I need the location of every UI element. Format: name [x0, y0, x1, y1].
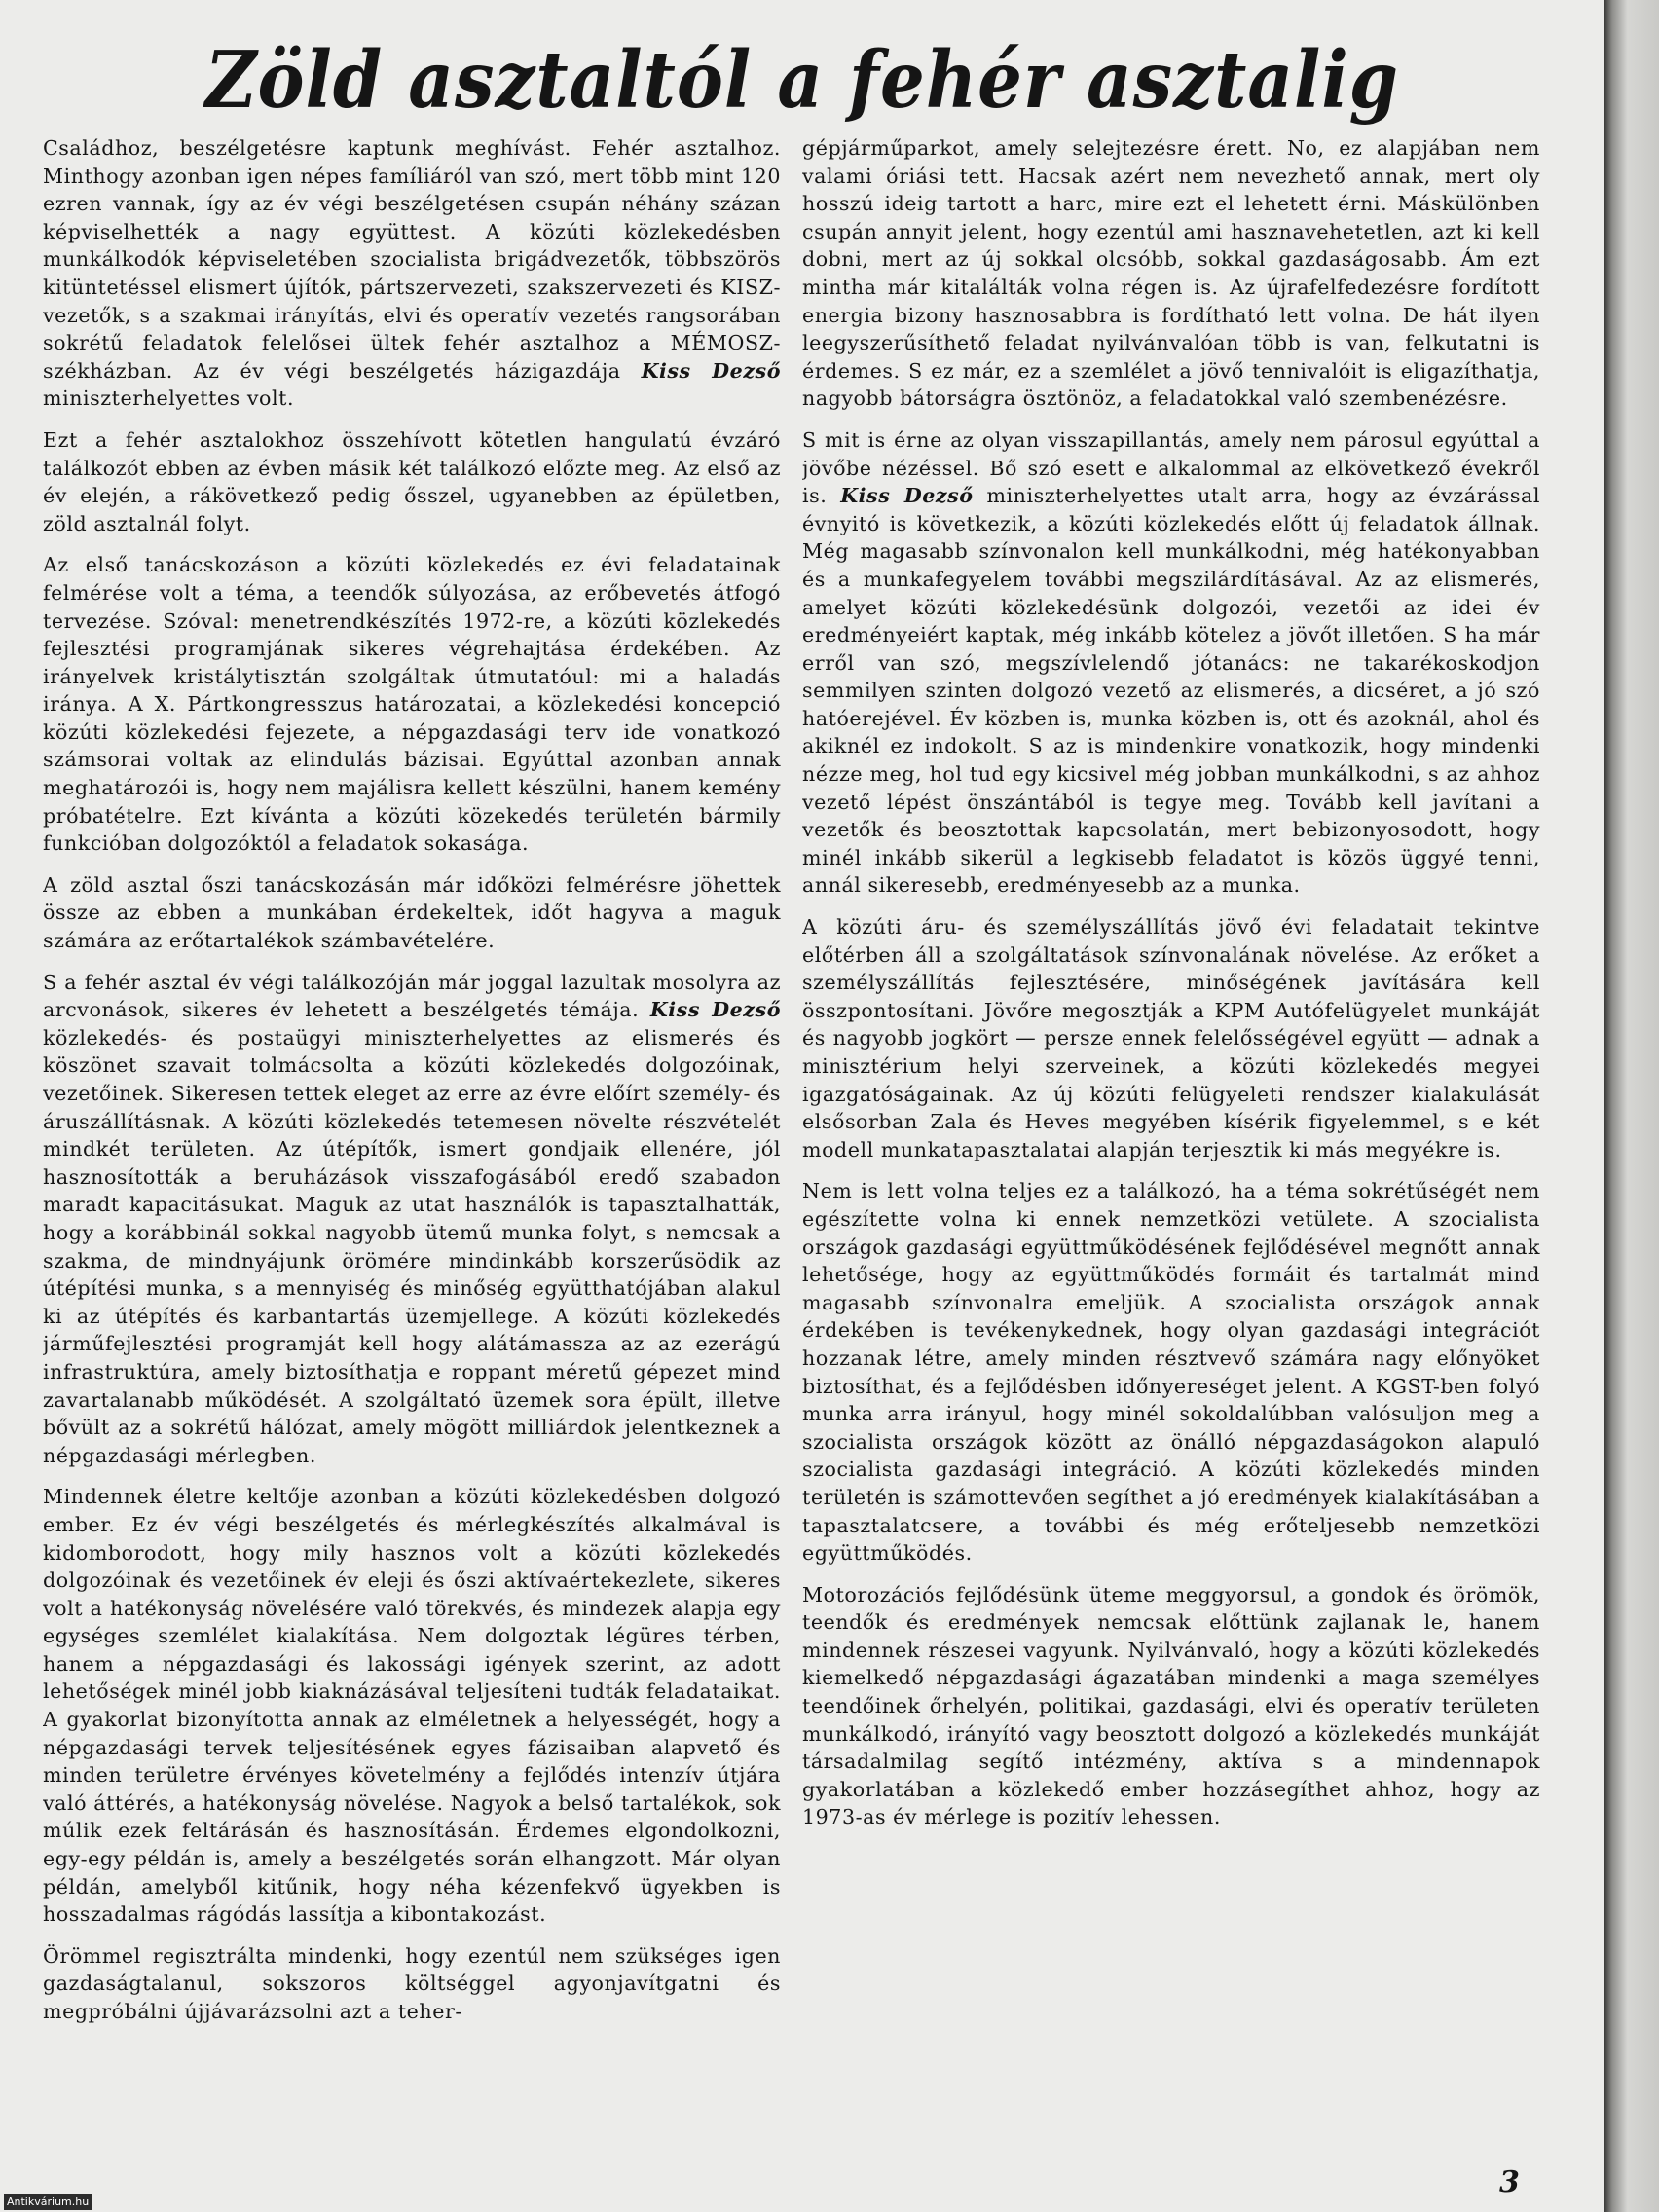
paragraph-text: A zöld asztal őszi tanácskozásán már időközi felmérésre jöhettek össze az ebben a munkában érdekeltek, időt hagyva a maguk számára az erőtartalékok számbavételére. — [43, 872, 781, 953]
article-paragraph — [802, 1177, 1540, 1567]
article-paragraph — [802, 134, 1540, 413]
paragraph-text: Mindennek életre keltője azonban a közúti közlekedésben dolgozó ember. Ez év végi beszélgetés és mérlegkészítés alkalmával is kidomborodott, hogy mily hasznos volt a közúti közlekedés dolgozóinak és vezetőinek év eleji és őszi aktívaértekezlete, sikeres volt a hatékonyság növelésére való törekvés, és mindezek alapja egy egységes szemlélet kialakítása. Nem dolgoztak légüres térben, hanem a népgazdasági és lakossági igények szerint, az adott lehetőségek minél jobb kiaknázásával teljesíteni tudták feladataikat. A gyakorlat bizonyította annak az elméletnek a helyességét, hogy a népgazdasági tervek teljesítésének egyes fázisaiban alapvető és minden területre érvényes követelmény a fejlődés intenzív útjára való áttérés, a hatékonyság növelése. Nagyok a belső tartalékok, sok múlik ezek feltárásán és hasznosításán. Érdemes elgondolkozni, egy-egy példán is, amely a beszélgetés során elhangzott. Már olyan példán, amelyből kitűnik, hogy néha kézenfekvő ügyekben is hosszadalmas rágódás lassítja a kibontakozást. — [43, 1485, 781, 1927]
paragraph-text: gépjárműparkot, amely selejtezésre érett. No, ez alapjában nem valami óriási tett. Hacsak azért nem nevezhető annak, mert oly hosszú ideig tartott a harc, mire ezt el lehetett érni. Máskülönben csupán annyit jelent, hogy ezentúl ami hasznavehetetlen, azt ki kell dobni, mert az új sokkal olcsóbb, sokkal gazdaságosabb. Ám ezt mintha már kitalálták volna régen is. Az újrafelfedezésre fordított energia bizony hasznosabbra is fordítható lett volna. De hát ilyen leegyszerűsíthető feladat nyilvánvalóan több is van, felkutatni is érdemes. S ez már, ez a szemlélet a jövő tennivalóit is eligazíthatja, nagyobb bátorságra ösztönöz, a feladatokkal való szembenézésre. — [802, 136, 1540, 411]
article-paragraph — [43, 551, 781, 858]
article-paragraph — [802, 426, 1540, 900]
article-paragraph — [43, 969, 781, 1470]
article-paragraph — [43, 871, 781, 955]
watermark: Antikvárium.hu — [4, 2194, 92, 2210]
page-binding-edge — [1604, 0, 1659, 2212]
person-name: Kiss Dezső — [649, 998, 781, 1022]
paragraph-text: S mit is érne az olyan visszapillantás, amely nem párosul egyúttal a jövőbe nézéssel. Bő szó esett e alkalommal az elkövetkező évekről is. — [802, 427, 1540, 508]
person-name: Kiss Dezső — [641, 358, 781, 383]
paragraph-text: miniszterhelyettes utalt arra, hogy az évzárással évnyitó is következik, a közúti közlekedés előtt új feladatok állnak. Még magasabb színvonalon kell munkálkodni, még hatékonyabban és a munkafegyelem további megszilárdításával. Az az elismerés, amelyet közúti közlekedésünk dolgozói, vezetői az idei év eredményeiért kaptak, még inkább kötelez a jövőt illetően. S ha már erről van szó, megszívlelendő jótanács: ne takarékoskodjon semmilyen szinten dolgozó vezető az elismerés, a dicséret, a jó szó hatóerejével. Év közben is, munka közben is, ott és azoknál, ahol és akiknél ez indokolt. S az is mindenkire vonatkozik, hogy mindenki nézze meg, hol tud egy kicsivel még jobban munkálkodni, s az ahhoz vezető lépést önszántából is tegye meg. Tovább kell javítani a vezetők és beosztottak kapcsolatán, mert bebizonyosodott, hogy minél inkább sikerül a legkisebb feladatot is közös üggyé tenni, annál sikeresebb, eredményesebb az a munka. — [802, 484, 1540, 898]
paragraph-text: Az első tanácskozáson a közúti közlekedés ez évi feladatainak felmérése volt a téma, a teendők súlyozása, az erőbevetés átfogó tervezése. Szóval: menetrendkészítés 1972-re, a közúti közlekedés fejlesztési programjának sikeres végrehajtása érdekében. Az irányelvek kristálytisztán szolgáltak útmutatóul: mi a haladás iránya. A X. Pártkongresszus határozatai, a közlekedési koncepció közúti közlekedési fejezete, a népgazdasági terv ide vonatkozó számsorai voltak az elindulás bázisai. Egyúttal azonban annak meghatározói is, hogy nem majálisra kellett készülni, hanem kemény próbatételre. Ezt kívánta a közúti közekedés területén bármily funkcióban dolgozóktól a feladatok sokasága. — [43, 553, 781, 856]
left-column — [43, 134, 781, 2138]
paragraph-text: Nem is lett volna teljes ez a találkozó, ha a téma sokrétűségét nem egészítette volna ki ennek nemzetközi vetülete. A szocialista országok gazdasági együttműködésének fejlődésével megnőtt annak lehetősége, hogy az együttműködés formáit és tartalmát mind magasabb színvonalra emeljük. A szocialista országok annak érdekében is tevékenykednek, hogy olyan gazdasági integrációt hozzanak létre, amely minden résztvevő számára nagy előnyöket biztosíthat, és a fejlődésben időnyereséget jelent. A KGST-ben folyó munka arra irányul, hogy minél sokoldalúbban valósuljon meg a szocialista országok között az önálló népgazdaságokon alapuló szocialista gazdasági integráció. A közúti közlekedés minden területén is számottevően segíthet a jó eredmények kialakításában a tapasztalatcsere, a további és még erőteljesebb nemzetközi együttműködés. — [802, 1179, 1540, 1566]
article-paragraph — [802, 913, 1540, 1163]
paragraph-text: S a fehér asztal év végi találkozóján már joggal lazultak mosolyra az arcvonások, sikeres év lehetett a beszélgetés témája. — [43, 970, 781, 1022]
paragraph-text: Ezt a fehér asztalokhoz összehívott kötetlen hangulatú évzáró találkozót ebben az évben másik két találkozó előzte meg. Az első az év elején, a rákövetkező pedig ősszel, ugyanebben az épületben, zöld asztalnál folyt. — [43, 427, 781, 535]
article-paragraph — [43, 426, 781, 537]
paragraph-text: Örömmel regisztrálta mindenki, hogy ezentúl nem szükséges igen gazdaságtalanul, sokszoros költséggel agyonjavítgatni és megpróbálni újjávarázsolni azt a teher- — [43, 1943, 781, 2023]
person-name: Kiss Dezső — [840, 484, 974, 508]
paragraph-text: Motorozációs fejlődésünk üteme meggyorsul, a gondok és örömök, teendők és eredmények nemcsak előttünk zajlanak le, hanem mindennek részesei vagyunk. Nyilvánvaló, hogy a közúti közlekedés kiemelkedő népgazdasági ágazatában mindenki a maga személyes teendőinek őrhelyén, politikai, gazdasági, elvi és operatív területen munkálkodó, irányító vagy beosztott dolgozó a közlekedés munkáját társadalmilag segítő intézmény, aktíva s a mindennapok gyakorlatában a közlekedő ember hozzásegíthet ahhoz, hogy az 1973-as év mérlege is pozitív lehessen. — [802, 1582, 1540, 1829]
article-title: Zöld asztaltól a fehér asztalig — [204, 32, 1400, 127]
page-number: 3 — [1499, 2165, 1520, 2199]
article-paragraph — [43, 1483, 781, 1929]
article-paragraph — [43, 1942, 781, 2026]
paragraph-text: közlekedés- és postaügyi miniszterhelyettes az elismerés és köszönet szavait tolmácsolta a közúti közlekedés dolgozóinak, vezetőinek. Sikeresen tettek eleget az erre az évre előírt személy- és áruszállításnak. A közúti közlekedés tetemesen növelte részvételét mindkét területen. Az útépítők, ismert gondjaik ellenére, jól hasznosították a beruházások visszafogásából eredő szabadon maradt kapacitásukat. Maguk az utat használók is tapasztalhatták, hogy a korábbinál sokkal nagyobb ütemű munka folyt, s nemcsak a szakma, de mindnyájunk örömére mindinkább korszerűsödik az útépítési munka, s a mennyiség és minőség együtthatójában alakul ki az útépítés és karbantartás üzemjellege. A közúti közlekedés járműfejlesztési programját kell hogy alátámassza az az ezerágú infrastruktúra, amely biztosíthatja e roppant méretű gépezet mind zavartalanabb működését. A szolgáltató üzemek sora épült, illetve bővült az a sokrétű hálózat, amely mögött milliárdok jelentkeznek a népgazdasági mérlegben. — [43, 1025, 781, 1467]
paragraph-text: A közúti áru- és személyszállítás jövő évi feladatait tekintve előtérben áll a szolgáltatások színvonalának növelése. Az erőket a személyszállítás fejlesztésére, minőségének javítására kell összpontosítani. Jövőre megosztják a KPM Autófelügyelet munkáját és nagyobb jogkört — persze ennek felelősségével együtt — adnak a minisztérium helyi szerveinek, a közúti közlekedés megyei igazgatóságainak. Az új közúti felügyeleti rendszer kialakulását elsősorban Zala és Heves megyében kísérik figyelemmel, s e két modell munkatapasztalatai alapján terjesztik ki más megyékre is. — [802, 915, 1540, 1161]
article-paragraph — [802, 1581, 1540, 1831]
right-column — [802, 134, 1540, 2138]
paragraph-text: Családhoz, beszélgetésre kaptunk meghívást. Fehér asztalhoz. Minthogy azonban igen népes famíliáról van szó, mert több mint 120 ezren vannak, így az év végi beszélgetésen csupán néhány százan képviselhették a nagy együttest. A közúti közlekedésben munkálkodók képviseletében szocialista brigádvezetők, többszörös kitüntetéssel elismert újítók, pártszervezeti, szakszervezeti és KISZ-vezetők, s a szakmai irányítás, elvi és operatív vezetés rangsorában sokrétű feladatok felelősei ültek fehér asztalhoz a MÉMOSZ-székházban. Az év végi beszélgetés házigazdája — [43, 136, 781, 383]
paragraph-text: miniszterhelyettes volt. — [43, 387, 295, 411]
article-paragraph — [43, 134, 781, 413]
